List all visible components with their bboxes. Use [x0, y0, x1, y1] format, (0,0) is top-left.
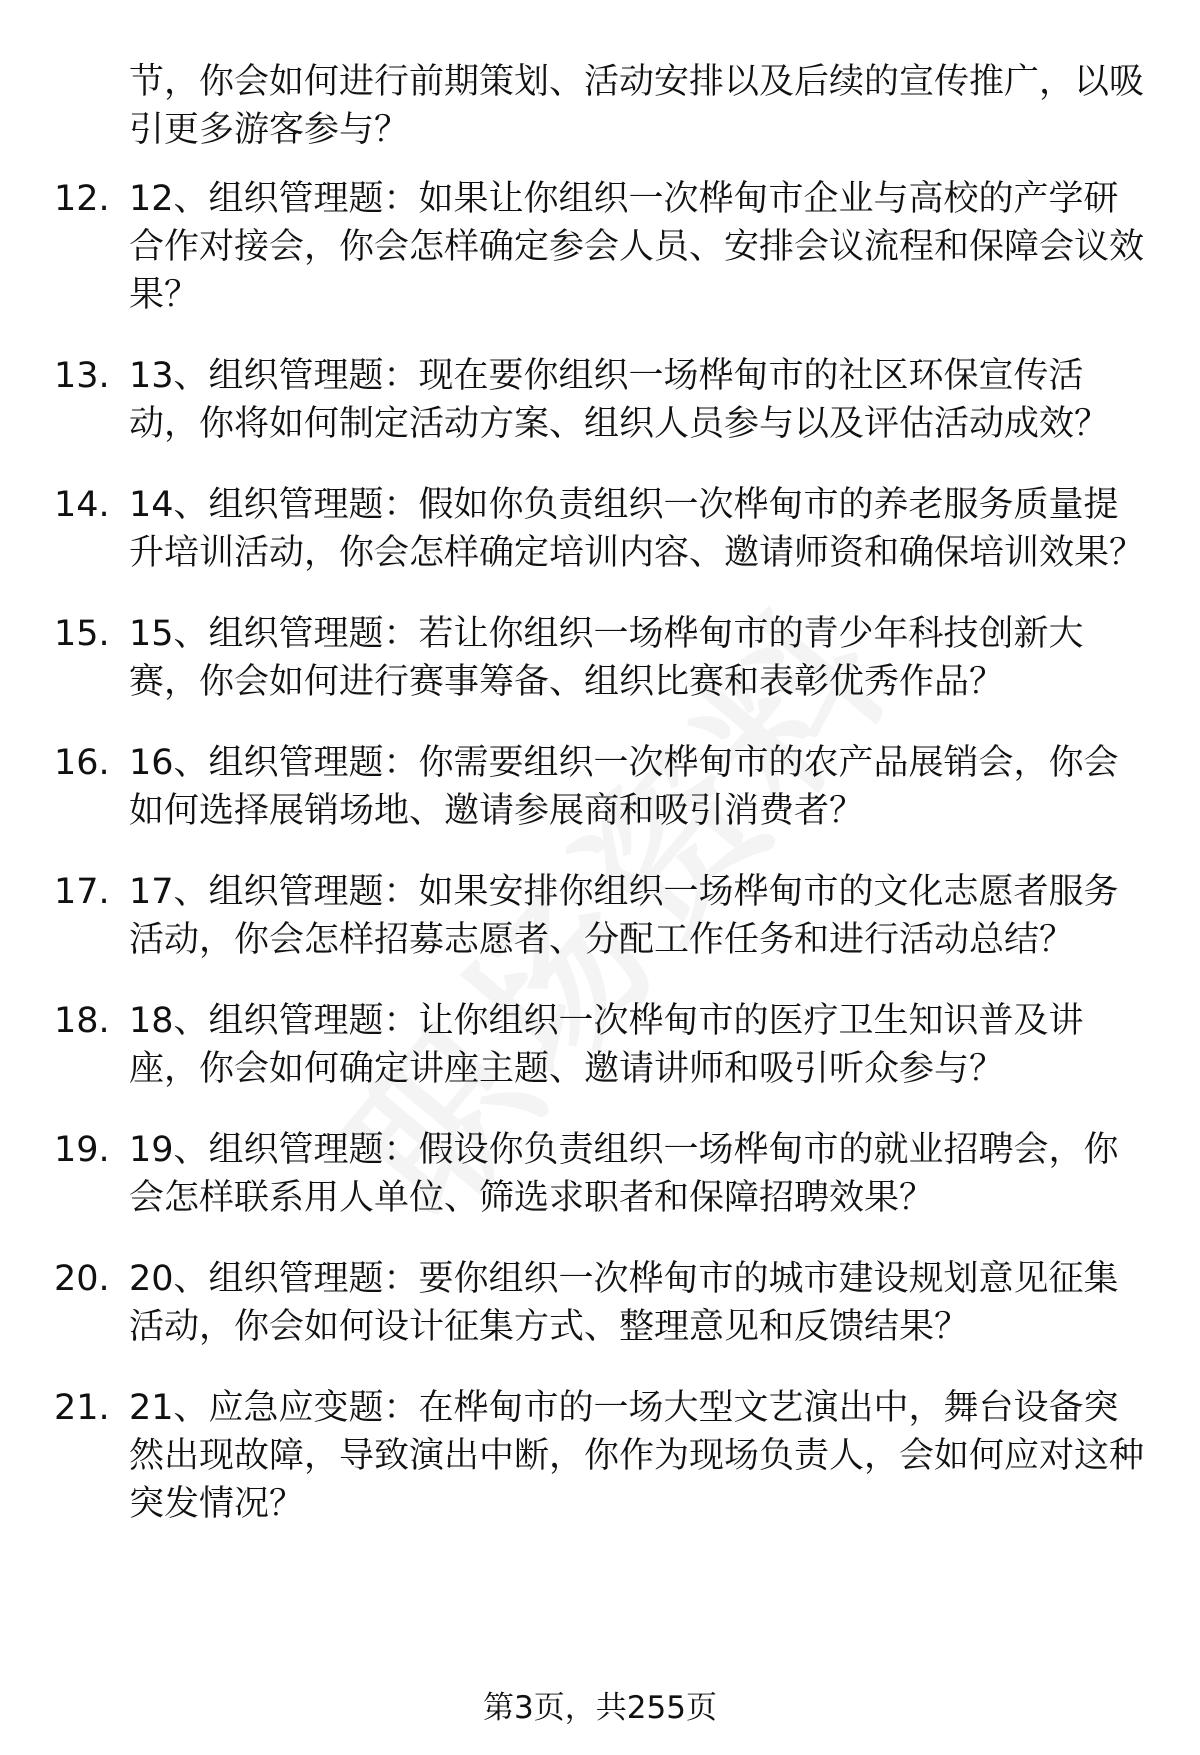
question-list: [0, 175, 1200, 1561]
list-item: [0, 1384, 1200, 1528]
question-text: 16、组织管理题：你需要组织一次桦甸市的农产品展销会，你会如何选择展销场地、邀请参展商和吸引消费者？: [129, 743, 1119, 831]
list-item: [0, 1255, 1200, 1351]
question-number: 19.: [54, 1130, 110, 1170]
page-footer: 第3页，共255页: [483, 1690, 717, 1726]
question-text: 13、组织管理题：现在要你组织一场桦甸市的社区环保宣传活动，你将如何制定活动方案、组织人员参与以及评估活动成效？: [129, 356, 1110, 444]
question-number: 21.: [54, 1388, 110, 1428]
list-item: [0, 352, 1200, 448]
question-number: 16.: [54, 743, 110, 783]
continued-question-text: 节，你会如何进行前期策划、活动安排以及后续的宣传推广，以吸引更多游客参与？: [129, 62, 1145, 150]
list-item: [0, 868, 1200, 964]
question-text: 20、组织管理题：要你组织一次桦甸市的城市建设规划意见征集活动，你会如何设计征集方式、整理意见和反馈结果？: [129, 1259, 1119, 1347]
question-number: 20.: [54, 1259, 110, 1299]
question-text: 19、组织管理题：假设你负责组织一场桦甸市的就业招聘会，你会怎样联系用人单位、筛选求职者和保障招聘效果？: [129, 1130, 1119, 1218]
question-text: 17、组织管理题：如果安排你组织一场桦甸市的文化志愿者服务活动，你会怎样招募志愿者、分配工作任务和进行活动总结？: [129, 872, 1119, 960]
list-item: [0, 1126, 1200, 1222]
question-text: 21、应急应变题：在桦甸市的一场大型文艺演出中，舞台设备突然出现故障，导致演出中断，你作为现场负责人，会如何应对这种突发情况？: [129, 1388, 1145, 1524]
list-item: [0, 481, 1200, 577]
question-number: 18.: [54, 1001, 110, 1041]
question-text: 18、组织管理题：让你组织一次桦甸市的医疗卫生知识普及讲座，你会如何确定讲座主题、邀请讲师和吸引听众参与？: [129, 1001, 1084, 1089]
question-number: 13.: [54, 356, 110, 396]
question-number: 12.: [54, 179, 110, 219]
list-item: [0, 997, 1200, 1093]
list-item: [0, 739, 1200, 835]
question-number: 17.: [54, 872, 110, 912]
question-number: 15.: [54, 614, 110, 654]
list-item: [0, 610, 1200, 706]
question-text: 14、组织管理题：假如你负责组织一次桦甸市的养老服务质量提升培训活动，你会怎样确定培训内容、邀请师资和确保培训效果？: [129, 485, 1145, 573]
list-item: [0, 175, 1200, 319]
question-number: 14.: [54, 485, 110, 525]
question-text: 12、组织管理题：如果让你组织一次桦甸市企业与高校的产学研合作对接会，你会怎样确定参会人员、安排会议流程和保障会议效果？: [129, 179, 1145, 315]
question-text: 15、组织管理题：若让你组织一场桦甸市的青少年科技创新大赛，你会如何进行赛事筹备、组织比赛和表彰优秀作品？: [129, 614, 1084, 702]
